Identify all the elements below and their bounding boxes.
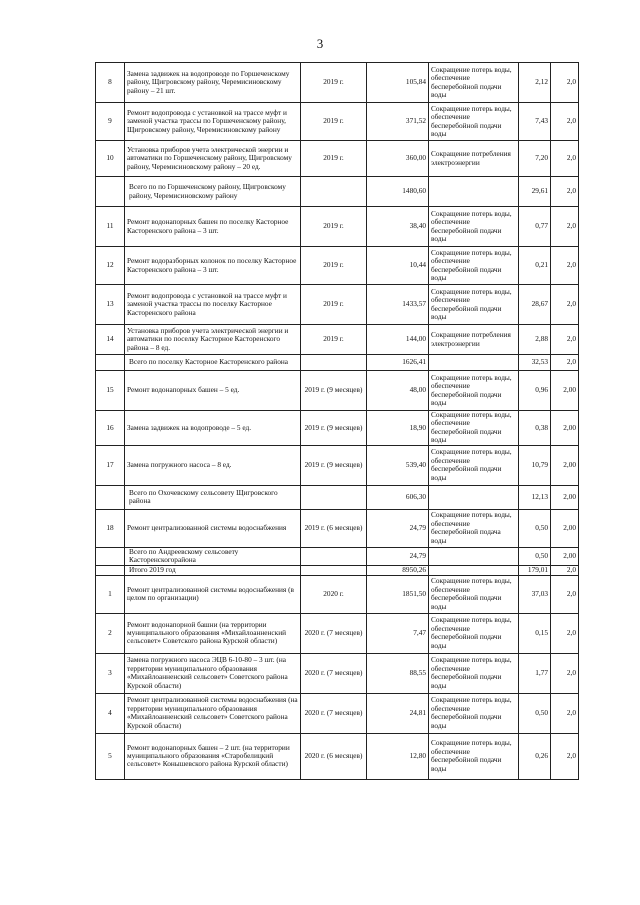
row-effect: Сокращение потерь воды, обеспечение бесперебойной подачи воды xyxy=(429,733,519,779)
row-description: Замена задвижек на водопроводе по Горшеченскому району, Щигровскому району, Черемисиновскому району – 21 шт. xyxy=(125,63,301,103)
row-cost: 1851,50 xyxy=(367,575,429,613)
row-effect: Сокращение потерь воды, обеспечение бесперебойной подачи воды xyxy=(429,63,519,103)
row-description: Ремонт водопровода с установкой на трассе муфт и заменой участка трассы по поселку Касторное Касторенского района xyxy=(125,285,301,325)
row-number: 5 xyxy=(96,733,125,779)
row-value-1: 0,38 xyxy=(519,411,551,446)
row-period: 2019 г. xyxy=(301,63,367,103)
row-value-2: 2,0 xyxy=(551,103,579,141)
table-row xyxy=(96,63,579,103)
row-cost: 1626,41 xyxy=(367,355,429,371)
measures-table xyxy=(95,62,579,780)
row-period xyxy=(301,177,367,207)
row-value-1: 0,21 xyxy=(519,247,551,285)
row-effect: Сокращение потерь воды, обеспечение бесперебойной подачи воды xyxy=(429,575,519,613)
row-number: 13 xyxy=(96,285,125,325)
row-period xyxy=(301,565,367,575)
row-cost: 539,40 xyxy=(367,445,429,485)
row-number: 9 xyxy=(96,103,125,141)
row-value-1: 0,50 xyxy=(519,547,551,565)
row-effect: Сокращение потребления электроэнергии xyxy=(429,325,519,355)
row-value-2: 2,0 xyxy=(551,355,579,371)
row-value-2: 2,0 xyxy=(551,177,579,207)
row-value-2: 2,00 xyxy=(551,445,579,485)
row-value-2: 2,0 xyxy=(551,141,579,177)
row-effect: Сокращение потерь воды, обеспечение бесперебойной подачи воды xyxy=(429,103,519,141)
row-value-2: 2,0 xyxy=(551,207,579,247)
row-effect: Сокращение потерь воды, обеспечение бесперебойной подачи воды xyxy=(429,653,519,693)
table-total-row xyxy=(96,177,579,207)
row-cost: 24,79 xyxy=(367,547,429,565)
row-number xyxy=(96,485,125,509)
table-row xyxy=(96,371,579,411)
row-value-2: 2,00 xyxy=(551,485,579,509)
row-value-1: 0,50 xyxy=(519,509,551,547)
row-value-1: 1,77 xyxy=(519,653,551,693)
row-value-2: 2,00 xyxy=(551,547,579,565)
row-number: 17 xyxy=(96,445,125,485)
row-cost: 88,55 xyxy=(367,653,429,693)
row-effect xyxy=(429,485,519,509)
table-row xyxy=(96,325,579,355)
row-effect: Сокращение потерь воды, обеспечение бесперебойной подачи воды xyxy=(429,693,519,733)
row-description: Ремонт водонапорной башни (на территории муниципального образования «Михайлоанненский сельсовет» Советского района Курской области) xyxy=(125,613,301,653)
row-cost: 12,80 xyxy=(367,733,429,779)
row-description: Ремонт водопровода с установкой на трассе муфт и заменой участка трассы по Горшеченскому району, Щигровскому району, Черемисиновскому району xyxy=(125,103,301,141)
row-value-1: 12,13 xyxy=(519,485,551,509)
table-row xyxy=(96,575,579,613)
row-period: 2020 г. xyxy=(301,575,367,613)
row-value-1: 7,20 xyxy=(519,141,551,177)
row-number: 1 xyxy=(96,575,125,613)
page-number: 3 xyxy=(316,36,324,51)
table-row xyxy=(96,411,579,446)
row-description: Всего по Андреевскому сельсовету Касторенскогорайона xyxy=(125,547,301,565)
table-row xyxy=(96,733,579,779)
row-effect xyxy=(429,565,519,575)
row-cost: 7,47 xyxy=(367,613,429,653)
row-effect: Сокращение потребления электроэнергии xyxy=(429,141,519,177)
row-period: 2020 г. (7 месяцев) xyxy=(301,613,367,653)
row-description: Ремонт централизованной системы водоснабжения xyxy=(125,509,301,547)
row-effect: Сокращение потерь воды, обеспечение бесперебойной подачи воды xyxy=(429,371,519,411)
row-number: 8 xyxy=(96,63,125,103)
table-total-row xyxy=(96,565,579,575)
row-value-2: 2,0 xyxy=(551,247,579,285)
row-value-1: 0,77 xyxy=(519,207,551,247)
row-value-2: 2,0 xyxy=(551,733,579,779)
row-period: 2019 г. xyxy=(301,207,367,247)
row-effect: Сокращение потерь воды, обеспечение бесперебойной подачи воды xyxy=(429,247,519,285)
row-cost: 8950,26 xyxy=(367,565,429,575)
row-value-2: 2,0 xyxy=(551,285,579,325)
row-cost: 144,00 xyxy=(367,325,429,355)
row-period: 2020 г. (6 месяцев) xyxy=(301,733,367,779)
table-row xyxy=(96,207,579,247)
table-row xyxy=(96,285,579,325)
row-effect xyxy=(429,177,519,207)
row-description: Замена погружного насоса – 8 ед. xyxy=(125,445,301,485)
row-number xyxy=(96,547,125,565)
row-period xyxy=(301,485,367,509)
row-cost: 606,30 xyxy=(367,485,429,509)
row-number: 12 xyxy=(96,247,125,285)
row-description: Замена погружного насоса ЭЦВ 6-10-80 – 3 шт. (на территории муниципального образования «Михайлоанненский сельсовет» Советского района Курской области) xyxy=(125,653,301,693)
row-number: 4 xyxy=(96,693,125,733)
row-cost: 371,52 xyxy=(367,103,429,141)
row-number: 14 xyxy=(96,325,125,355)
row-cost: 38,40 xyxy=(367,207,429,247)
row-value-2: 2,0 xyxy=(551,613,579,653)
table-row xyxy=(96,613,579,653)
row-period xyxy=(301,355,367,371)
row-value-1: 2,88 xyxy=(519,325,551,355)
row-description: Замена задвижек на водопроводе – 5 ед. xyxy=(125,411,301,446)
row-number: 11 xyxy=(96,207,125,247)
row-description: Установка приборов учета электрической энергии и автоматики по поселку Касторное Касторенского района – 8 ед. xyxy=(125,325,301,355)
row-effect xyxy=(429,547,519,565)
row-description: Ремонт централизованной системы водоснабжения (на территории муниципального образования «Михайлоанненский сельсовет» Советского района Курской области) xyxy=(125,693,301,733)
row-value-1: 29,61 xyxy=(519,177,551,207)
row-period: 2020 г. (7 месяцев) xyxy=(301,653,367,693)
table-row xyxy=(96,247,579,285)
row-value-2: 2,00 xyxy=(551,371,579,411)
row-number xyxy=(96,355,125,371)
table-total-row xyxy=(96,485,579,509)
row-effect: Сокращение потерь воды, обеспечение бесперебойной подачи воды xyxy=(429,207,519,247)
row-number: 18 xyxy=(96,509,125,547)
row-cost: 24,81 xyxy=(367,693,429,733)
table-row xyxy=(96,445,579,485)
row-effect: Сокращение потерь воды, обеспечение бесперебойной подачи воды xyxy=(429,285,519,325)
row-period: 2019 г. xyxy=(301,325,367,355)
row-period: 2019 г. (9 месяцев) xyxy=(301,371,367,411)
row-effect: Сокращение потерь воды, обеспечение бесперебойной подачи воды xyxy=(429,445,519,485)
row-effect: Сокращение потерь воды, обеспечение бесперебойной подачи воды xyxy=(429,411,519,446)
row-period: 2019 г. (9 месяцев) xyxy=(301,411,367,446)
row-cost: 360,00 xyxy=(367,141,429,177)
row-effect: Сокращение потерь воды, обеспечение бесперебойной подачи воды xyxy=(429,613,519,653)
row-period xyxy=(301,547,367,565)
row-number: 15 xyxy=(96,371,125,411)
row-value-1: 0,50 xyxy=(519,693,551,733)
row-value-2: 2,0 xyxy=(551,575,579,613)
row-number: 2 xyxy=(96,613,125,653)
row-description: Ремонт водоразборных колонок по поселку Касторное Касторенского района – 3 шт. xyxy=(125,247,301,285)
table-row xyxy=(96,693,579,733)
row-value-1: 0,96 xyxy=(519,371,551,411)
row-cost: 24,79 xyxy=(367,509,429,547)
table-row xyxy=(96,103,579,141)
row-period: 2019 г. xyxy=(301,141,367,177)
row-value-2: 2,0 xyxy=(551,565,579,575)
row-period: 2019 г. (6 месяцев) xyxy=(301,509,367,547)
row-period: 2019 г. (9 месяцев) xyxy=(301,445,367,485)
row-description: Ремонт водонапорных башен – 2 шт. (на территории муниципального образования «Старобелицкий сельсовет» Конышевского района Курской области) xyxy=(125,733,301,779)
row-description: Всего по по Горшеченскому району, Щигровскому району, Черемисиновскому району xyxy=(125,177,301,207)
row-effect: Сокращение потерь воды, обеспечение бесперебойной подача воды xyxy=(429,509,519,547)
row-period: 2019 г. xyxy=(301,285,367,325)
row-number xyxy=(96,565,125,575)
row-value-2: 2,00 xyxy=(551,411,579,446)
row-period: 2019 г. xyxy=(301,247,367,285)
row-value-1: 2,12 xyxy=(519,63,551,103)
row-cost: 105,84 xyxy=(367,63,429,103)
row-cost: 1433,57 xyxy=(367,285,429,325)
row-description: Установка приборов учета электрической энергии и автоматики по Горшеченскому району, Щигровскому району, Черемисиновскому району – 20 ед. xyxy=(125,141,301,177)
row-value-2: 2,00 xyxy=(551,509,579,547)
row-description: Всего по Охочевскому сельсовету Щигровского района xyxy=(125,485,301,509)
row-period: 2019 г. xyxy=(301,103,367,141)
row-value-1: 0,15 xyxy=(519,613,551,653)
row-cost: 48,00 xyxy=(367,371,429,411)
row-value-1: 179,01 xyxy=(519,565,551,575)
row-value-1: 0,26 xyxy=(519,733,551,779)
row-number xyxy=(96,177,125,207)
table-row xyxy=(96,141,579,177)
row-value-1: 7,43 xyxy=(519,103,551,141)
table-row xyxy=(96,509,579,547)
row-value-1: 37,03 xyxy=(519,575,551,613)
row-value-1: 28,67 xyxy=(519,285,551,325)
row-description: Итого 2019 год xyxy=(125,565,301,575)
row-value-2: 2,0 xyxy=(551,63,579,103)
row-description: Ремонт водонапорных башен – 5 ед. xyxy=(125,371,301,411)
row-number: 10 xyxy=(96,141,125,177)
row-value-1: 10,79 xyxy=(519,445,551,485)
row-cost: 1480,60 xyxy=(367,177,429,207)
row-effect xyxy=(429,355,519,371)
table-total-row xyxy=(96,547,579,565)
row-value-2: 2,0 xyxy=(551,693,579,733)
row-cost: 18,90 xyxy=(367,411,429,446)
table-total-row xyxy=(96,355,579,371)
row-value-1: 32,53 xyxy=(519,355,551,371)
row-number: 16 xyxy=(96,411,125,446)
row-value-2: 2,0 xyxy=(551,653,579,693)
row-description: Всего по поселку Касторное Касторенского района xyxy=(125,355,301,371)
row-description: Ремонт централизованной системы водоснабжения (в целом по организации) xyxy=(125,575,301,613)
row-description: Ремонт водонапорных башен по поселку Касторное Касторенского района – 3 шт. xyxy=(125,207,301,247)
row-number: 3 xyxy=(96,653,125,693)
row-period: 2020 г. (7 месяцев) xyxy=(301,693,367,733)
table-row xyxy=(96,653,579,693)
row-value-2: 2,0 xyxy=(551,325,579,355)
row-cost: 10,44 xyxy=(367,247,429,285)
